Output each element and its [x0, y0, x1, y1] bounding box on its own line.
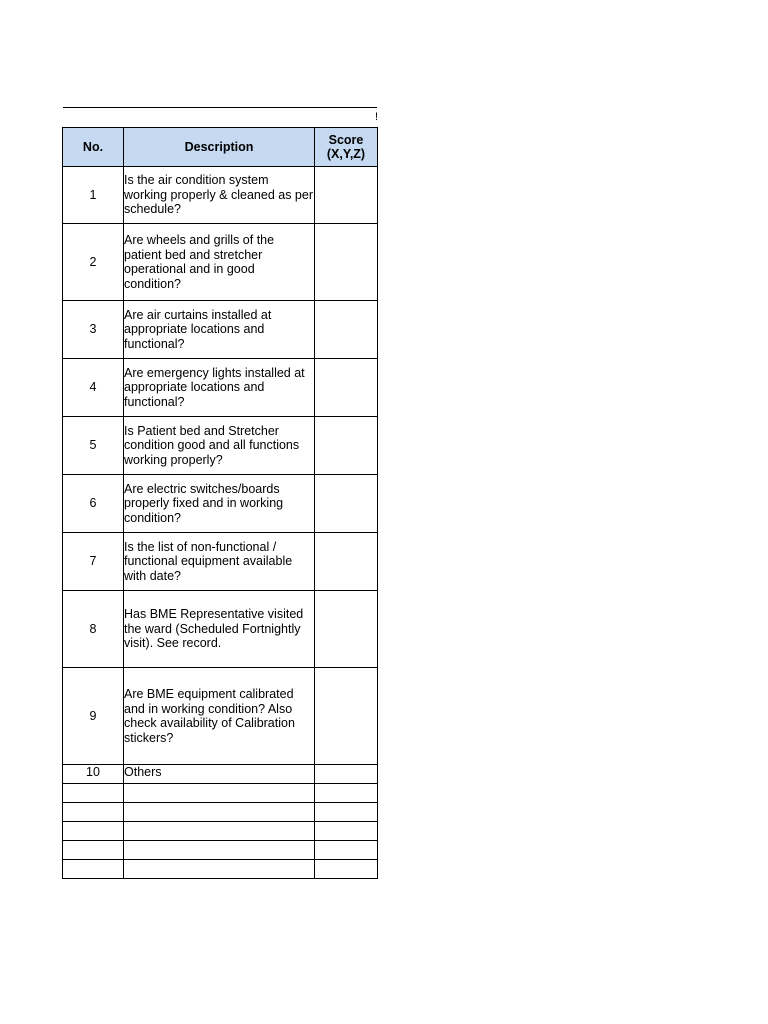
blank-number-cell [63, 803, 124, 822]
table-header-row [63, 128, 378, 167]
row-number: 6 [63, 475, 124, 533]
row-number: 1 [63, 167, 124, 224]
blank-row [63, 822, 378, 841]
table-row [63, 301, 378, 359]
blank-row [63, 803, 378, 822]
row-number: 3 [63, 301, 124, 359]
table-row [63, 224, 378, 301]
table-row [63, 167, 378, 224]
blank-score-cell[interactable] [315, 784, 378, 803]
table-row [63, 591, 378, 668]
row-number: 2 [63, 224, 124, 301]
blank-description-cell [124, 841, 315, 860]
checklist-table [62, 127, 378, 879]
blank-row [63, 841, 378, 860]
score-cell[interactable] [315, 224, 378, 301]
score-cell[interactable] [315, 668, 378, 765]
row-description: Are air curtains installed at appropriate locations and functional? [124, 301, 315, 359]
blank-score-cell[interactable] [315, 860, 378, 879]
row-description: Is Patient bed and Stretcher condition good and all functions working properly? [124, 417, 315, 475]
row-number: 8 [63, 591, 124, 668]
row-description: Has BME Representative visited the ward (Scheduled Fortnightly visit). See record. [124, 591, 315, 668]
row-number: 7 [63, 533, 124, 591]
row-number: 5 [63, 417, 124, 475]
table-row [63, 668, 378, 765]
header-mark: ! [375, 111, 379, 123]
score-cell[interactable] [315, 765, 378, 784]
blank-description-cell [124, 803, 315, 822]
table-row [63, 417, 378, 475]
blank-row [63, 784, 378, 803]
table-row [63, 765, 378, 784]
blank-description-cell [124, 822, 315, 841]
row-number: 9 [63, 668, 124, 765]
row-description: Others [124, 765, 315, 784]
score-cell[interactable] [315, 417, 378, 475]
table-row [63, 533, 378, 591]
table-row [63, 475, 378, 533]
score-cell[interactable] [315, 359, 378, 417]
column-header-description: Description [124, 128, 315, 167]
header-rule [63, 107, 377, 108]
score-cell[interactable] [315, 475, 378, 533]
row-number: 10 [63, 765, 124, 784]
row-description: Is the list of non-functional / functional equipment available with date? [124, 533, 315, 591]
column-header-no: No. [63, 128, 124, 167]
row-description: Are wheels and grills of the patient bed and stretcher operational and in good condition? [124, 224, 315, 301]
score-cell[interactable] [315, 167, 378, 224]
blank-number-cell [63, 841, 124, 860]
score-cell[interactable] [315, 591, 378, 668]
row-number: 4 [63, 359, 124, 417]
table-row [63, 359, 378, 417]
row-description: Are BME equipment calibrated and in working condition? Also check availability of Calibration stickers? [124, 668, 315, 765]
column-header-score: Score (X,Y,Z) [315, 128, 378, 167]
row-description: Is the air condition system working properly & cleaned as per schedule? [124, 167, 315, 224]
blank-number-cell [63, 784, 124, 803]
blank-description-cell [124, 860, 315, 879]
blank-score-cell[interactable] [315, 822, 378, 841]
score-cell[interactable] [315, 533, 378, 591]
blank-number-cell [63, 860, 124, 879]
blank-row [63, 860, 378, 879]
blank-score-cell[interactable] [315, 841, 378, 860]
score-cell[interactable] [315, 301, 378, 359]
row-description: Are emergency lights installed at appropriate locations and functional? [124, 359, 315, 417]
blank-number-cell [63, 822, 124, 841]
row-description: Are electric switches/boards properly fixed and in working condition? [124, 475, 315, 533]
table-body [63, 167, 378, 879]
blank-description-cell [124, 784, 315, 803]
blank-score-cell[interactable] [315, 803, 378, 822]
